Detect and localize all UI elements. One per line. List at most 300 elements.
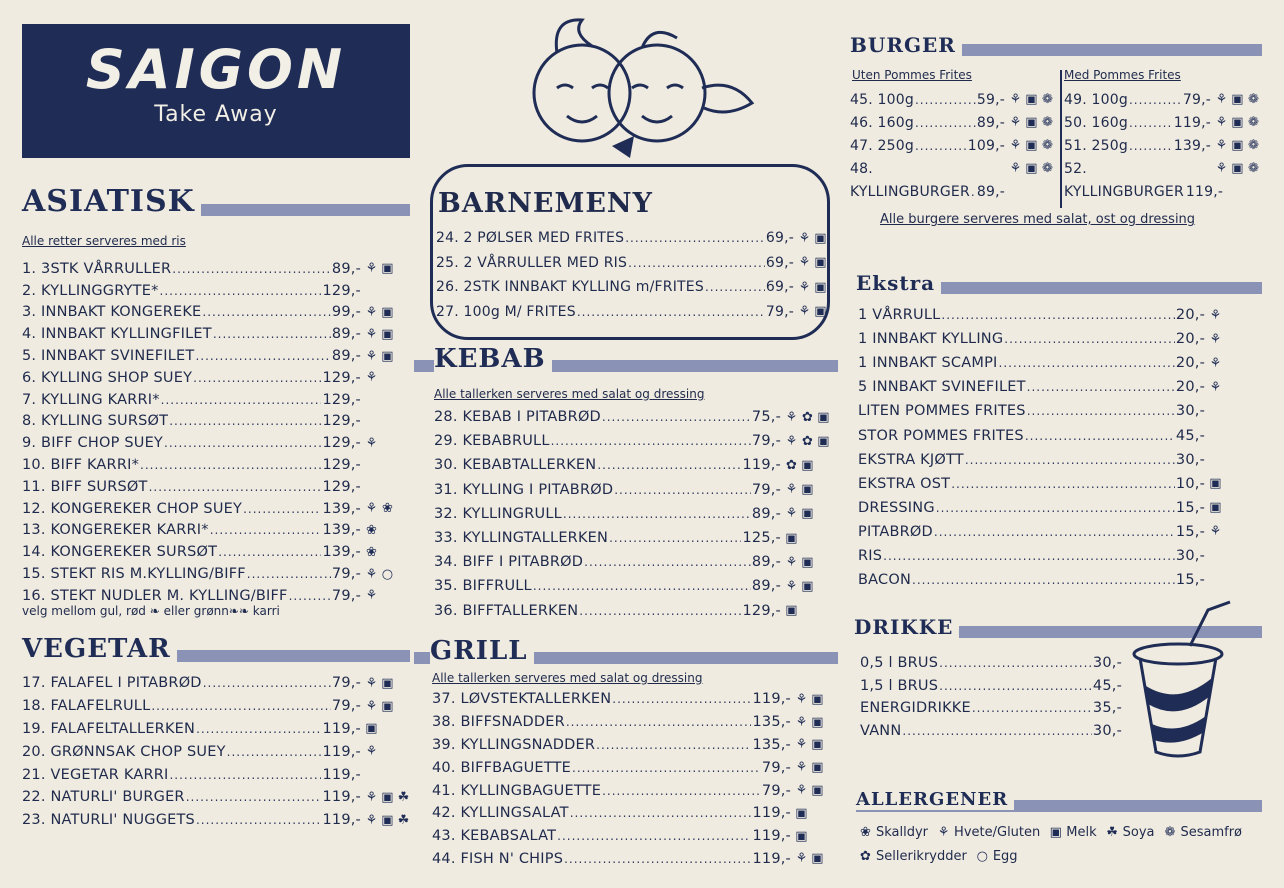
item-name: 1 VÅRRULL	[858, 307, 941, 324]
milk-icon: ▣	[1025, 161, 1038, 176]
menu-item	[22, 389, 412, 411]
kebab-list	[434, 405, 834, 623]
allergen-icons	[784, 434, 834, 449]
menu-item	[22, 520, 412, 542]
item-name: KYLLINGBURGER	[1064, 183, 1184, 200]
allergen-icons	[1208, 308, 1238, 323]
milk-icon: ▣	[811, 783, 824, 799]
item-price: 99,-	[331, 304, 361, 321]
menu-item	[434, 526, 834, 550]
dot-leader	[705, 280, 765, 294]
menu-item	[858, 520, 1238, 544]
item-price: 30,-	[1175, 403, 1205, 420]
dot-leader	[614, 483, 751, 497]
dot-leader	[1004, 332, 1175, 346]
item-name: 47. 250g	[850, 137, 914, 154]
wheat-icon: ⚘	[365, 789, 378, 805]
dot-leader	[196, 813, 322, 827]
wheat-icon: ⚘	[785, 409, 798, 425]
shellfish-icon: ❀	[365, 522, 378, 538]
menu-item	[860, 675, 1122, 698]
wheat-icon: ⚘	[365, 698, 378, 714]
milk-icon: ▣	[785, 603, 798, 619]
allergen-icons	[784, 506, 834, 521]
item-price: 30,-	[1175, 451, 1205, 468]
item-price: 79,-	[761, 782, 791, 799]
menu-item	[1064, 88, 1264, 111]
item-price: 119,-	[742, 457, 781, 474]
soy-icon: ☘	[397, 812, 410, 828]
dot-leader	[193, 371, 321, 385]
dot-leader	[628, 256, 765, 270]
dot-leader	[570, 806, 752, 820]
vegetar-header	[22, 634, 410, 664]
menu-item	[432, 756, 834, 779]
milk-icon: ▣	[1209, 500, 1222, 516]
wheat-icon: ⚘	[1209, 331, 1222, 347]
menu-item	[432, 734, 834, 757]
dot-leader	[602, 410, 751, 424]
milk-icon: ▣	[1231, 161, 1244, 176]
menu-item	[22, 740, 412, 763]
menu-item	[1064, 157, 1264, 180]
item-name: 13. KONGEREKER KARRI*	[22, 522, 209, 539]
dot-leader	[999, 356, 1175, 370]
item-name: 22. NATURLI' BURGER	[22, 789, 185, 806]
item-price: 89,-	[751, 578, 781, 595]
milk-icon: ▣	[1231, 115, 1244, 130]
dot-leader	[210, 523, 322, 537]
item-name: 1 INNBAKT KYLLING	[858, 331, 1004, 348]
menu-item	[434, 574, 834, 598]
allergen-icons	[1208, 356, 1238, 371]
menu-item	[1064, 111, 1264, 134]
dot-leader	[883, 549, 1175, 563]
item-price: 15,-	[1175, 572, 1205, 589]
milk-icon: ▣	[795, 805, 808, 821]
item-name: 5 INNBAKT SVINEFILET	[858, 379, 1026, 396]
dot-leader	[1129, 139, 1173, 153]
brand-tagline: Take Away	[154, 102, 278, 127]
milk-icon: ▣	[801, 506, 814, 522]
item-name: 26. 2STK INNBAKT KYLLING m/FRITES	[436, 279, 704, 296]
item-name: DRESSING	[858, 499, 935, 516]
item-name: 32. KYLLINGRULL	[434, 505, 562, 522]
item-name: LITEN POMMES FRITES	[858, 403, 1026, 420]
dot-leader	[609, 531, 741, 545]
allergen-icons	[797, 280, 828, 295]
item-name: STOR POMMES FRITES	[858, 427, 1024, 444]
item-name: 8. KYLLING SURSØT	[22, 413, 169, 430]
dot-leader	[227, 745, 322, 759]
allergen-icons	[364, 327, 412, 342]
legend-label: Hvete/Gluten	[954, 824, 1041, 840]
allergen-icons	[1208, 500, 1238, 515]
allergen-icons	[364, 545, 412, 560]
sesame-icon: ❁	[1041, 115, 1054, 130]
menu-item	[858, 448, 1238, 472]
ekstra-title: Ekstra	[856, 271, 941, 295]
dot-leader	[915, 93, 976, 107]
item-price: 79,-	[331, 566, 361, 583]
allergen-icons	[1214, 161, 1264, 176]
shellfish-icon: ❀	[365, 544, 378, 560]
dot-leader	[1027, 404, 1175, 418]
dot-leader	[902, 724, 1092, 738]
item-name: 24. 2 PØLSER MED FRITES	[436, 230, 625, 247]
item-name: 44. FISH N' CHIPS	[432, 850, 564, 867]
grill-title: GRILL	[430, 636, 534, 666]
item-price: 129,-	[322, 391, 361, 408]
dot-leader	[939, 656, 1092, 670]
item-price: 135,-	[752, 736, 791, 753]
milk-icon: ▣	[381, 675, 394, 691]
egg-icon: ○	[976, 848, 989, 864]
wheat-icon: ⚘	[785, 506, 798, 522]
celery-icon: ✿	[801, 409, 814, 425]
allergen-icons	[794, 783, 834, 798]
item-name: 34. BIFF I PITABRØD	[434, 554, 584, 571]
wheat-icon: ⚘	[365, 261, 378, 277]
legend-item	[975, 844, 1018, 868]
menu-item	[22, 541, 412, 563]
allergen-icons	[794, 760, 834, 775]
dot-leader	[566, 715, 752, 729]
dot-leader	[161, 393, 322, 407]
burger-note: Alle burgere serveres med salat, ost og dressing	[880, 212, 1196, 227]
wheat-icon: ⚘	[365, 566, 378, 582]
milk-icon: ▣	[365, 721, 378, 737]
milk-icon: ▣	[381, 812, 394, 828]
menu-item	[858, 351, 1238, 375]
wheat-icon: ⚘	[798, 304, 811, 320]
wheat-icon: ⚘	[365, 588, 378, 604]
item-name: 17. FALAFEL I PITABRØD	[22, 675, 202, 692]
wheat-icon: ⚘	[1009, 115, 1022, 130]
allergen-icons	[364, 588, 412, 603]
shellfish-icon: ❀	[381, 501, 394, 517]
milk-icon: ▣	[814, 279, 827, 295]
dot-leader	[289, 589, 331, 603]
legend-item	[858, 844, 967, 868]
milk-icon: ▣	[1025, 138, 1038, 153]
menu-item	[858, 568, 1238, 592]
ekstra-list	[858, 303, 1238, 592]
item-name: 1. 3STK VÅRRULLER	[22, 260, 172, 277]
allergen-icons	[364, 501, 412, 516]
item-name: 27. 100g M/ FRITES	[436, 303, 576, 320]
item-price: 79,-	[1182, 91, 1211, 108]
milk-icon: ▣	[381, 326, 394, 342]
menu-item	[22, 763, 412, 786]
allergen-icons	[794, 851, 834, 866]
item-name: 45. 100g	[850, 91, 914, 108]
wheat-icon: ⚘	[365, 501, 378, 517]
allergen-icons	[784, 410, 834, 425]
wheat-icon: ⚘	[365, 744, 378, 760]
drink-cup-illustration	[1130, 596, 1240, 762]
asiatisk-list	[22, 258, 412, 607]
item-price: 30,-	[1092, 722, 1122, 739]
allergener-header	[856, 789, 1262, 814]
dot-leader	[939, 679, 1092, 693]
allergen-icons	[364, 349, 412, 364]
dot-leader	[1129, 93, 1182, 107]
allergener-title: ALLERGENER	[856, 789, 1014, 810]
wheat-icon: ⚘	[795, 851, 808, 867]
item-name: 1,5 l BRUS	[860, 677, 939, 694]
burger-right-head: Med Pommes Frites	[1064, 68, 1181, 82]
menu-item	[22, 258, 412, 280]
dot-leader	[557, 829, 751, 843]
item-name: 37. LØVSTEKTALLERKEN	[432, 691, 612, 708]
menu-item	[22, 672, 412, 695]
menu-item	[850, 134, 1058, 157]
milk-icon: ▣	[801, 578, 814, 594]
item-price: 119,-	[752, 828, 791, 845]
item-price: 129,-	[322, 413, 361, 430]
soy-icon: ☘	[397, 789, 410, 805]
legend-label: Sellerikrydder	[876, 848, 967, 864]
item-price: 45,-	[1092, 677, 1122, 694]
item-price: 79,-	[331, 698, 361, 715]
item-price: 129,-	[322, 369, 361, 386]
allergen-legend	[858, 820, 1258, 868]
menu-item	[860, 720, 1122, 743]
allergen-icons	[364, 261, 412, 276]
ekstra-header	[856, 271, 1262, 296]
dot-leader	[915, 139, 967, 153]
allergen-icons	[1008, 161, 1058, 176]
item-price: 109,-	[967, 137, 1005, 154]
item-name: 52.	[1064, 160, 1087, 177]
dot-leader	[965, 453, 1175, 467]
menu-item	[432, 802, 834, 825]
dot-leader	[169, 414, 321, 428]
wheat-icon: ⚘	[795, 760, 808, 776]
menu-item	[434, 599, 834, 623]
allergen-icons	[1208, 380, 1238, 395]
dot-leader	[149, 480, 322, 494]
item-name: 51. 250g	[1064, 137, 1128, 154]
menu-item	[850, 111, 1058, 134]
milk-icon: ▣	[1209, 476, 1222, 492]
item-price: 139,-	[322, 500, 361, 517]
burger-left-head: Uten Pommes Frites	[852, 68, 972, 82]
wheat-icon: ⚘	[365, 304, 378, 320]
menu-item	[22, 345, 412, 367]
item-name: BACON	[858, 572, 911, 589]
dot-leader	[912, 573, 1175, 587]
sesame-icon: ❁	[1247, 161, 1260, 176]
dot-leader	[577, 305, 765, 319]
sesame-icon: ❁	[1247, 138, 1260, 153]
dot-leader	[551, 434, 751, 448]
menu-item	[434, 502, 834, 526]
allergen-icons	[1208, 476, 1238, 491]
legend-label: Skalldyr	[876, 824, 929, 840]
dot-leader	[936, 501, 1175, 515]
menu-item	[434, 453, 834, 477]
menu-item	[850, 180, 1058, 203]
dot-leader	[1129, 116, 1173, 130]
dot-leader	[596, 738, 751, 752]
dot-leader	[612, 692, 751, 706]
milk-icon: ▣	[785, 530, 798, 546]
dot-leader	[243, 502, 321, 516]
item-name: KYLLINGBURGER	[850, 183, 970, 200]
wheat-icon: ⚘	[785, 433, 798, 449]
wheat-icon: ⚘	[785, 578, 798, 594]
dot-leader	[563, 507, 751, 521]
allergen-icons	[794, 806, 834, 821]
item-name: 33. KYLLINGTALLERKEN	[434, 530, 609, 547]
allergen-icons	[364, 721, 412, 736]
grill-list	[432, 688, 834, 870]
item-price: 119,-	[322, 743, 361, 760]
sesame-icon: ❁	[1164, 824, 1176, 840]
item-price: 69,-	[765, 254, 794, 271]
dot-leader	[247, 567, 331, 581]
wheat-icon: ⚘	[365, 348, 378, 364]
menu-item	[860, 697, 1122, 720]
item-price: 15,-	[1175, 499, 1205, 516]
item-name: 1 INNBAKT SCAMPI	[858, 355, 998, 372]
vegetar-title: VEGETAR	[22, 634, 177, 664]
menu-item	[858, 375, 1238, 399]
wheat-icon: ⚘	[795, 714, 808, 730]
milk-icon: ▣	[814, 230, 827, 246]
item-name: 12. KONGEREKER CHOP SUEY	[22, 500, 243, 517]
wheat-icon: ⚘	[795, 691, 808, 707]
milk-icon: ▣	[381, 789, 394, 805]
wheat-icon: ⚘	[785, 554, 798, 570]
allergen-icons	[784, 531, 834, 546]
item-price: 119,-	[752, 850, 791, 867]
legend-item	[1048, 820, 1096, 844]
allergen-icons	[784, 603, 834, 618]
allergen-icons	[1214, 138, 1264, 153]
milk-icon: ▣	[801, 457, 814, 473]
item-price: 129,-	[322, 282, 361, 299]
allergen-icons	[1208, 332, 1238, 347]
dot-leader	[202, 305, 330, 319]
allergen-icons	[784, 555, 834, 570]
wheat-icon: ⚘	[1215, 161, 1228, 176]
allergen-icons	[1208, 524, 1238, 539]
menu-item	[22, 476, 412, 498]
item-price: 89,-	[751, 505, 781, 522]
item-price: 119,-	[322, 766, 361, 783]
asiatisk-note: Alle retter serveres med ris	[22, 234, 186, 248]
item-name: 2. KYLLINGGRYTE*	[22, 282, 159, 299]
wheat-icon: ⚘	[1009, 138, 1022, 153]
item-price: 20,-	[1175, 355, 1205, 372]
wheat-icon: ⚘	[365, 812, 378, 828]
item-price: 59,-	[976, 91, 1005, 108]
burger-title: BURGER	[850, 33, 962, 57]
item-name: RIS	[858, 547, 883, 564]
dot-leader	[1025, 429, 1175, 443]
allergen-icons	[794, 692, 834, 707]
milk-icon: ▣	[795, 828, 808, 844]
item-price: 79,-	[751, 481, 781, 498]
item-price: 79,-	[331, 675, 361, 692]
brand-name: SAIGON	[85, 38, 347, 101]
milk-icon: ▣	[1049, 824, 1062, 840]
item-name: 48.	[850, 160, 873, 177]
wheat-icon: ⚘	[798, 230, 811, 246]
milk-icon: ▣	[381, 698, 394, 714]
milk-icon: ▣	[814, 304, 827, 320]
wheat-icon: ⚘	[365, 370, 378, 386]
allergen-icons	[784, 458, 834, 473]
menu-item	[432, 848, 834, 871]
item-name: 5. INNBAKT SVINEFILET	[22, 348, 195, 365]
menu-item	[22, 718, 412, 741]
milk-icon: ▣	[381, 304, 394, 320]
milk-icon: ▣	[817, 409, 830, 425]
item-price: 119,-	[322, 789, 361, 806]
menu-item	[22, 411, 412, 433]
item-price: 10,-	[1175, 475, 1205, 492]
kids-illustration	[512, 8, 762, 158]
barnemeny-list	[436, 226, 828, 324]
milk-icon: ▣	[381, 261, 394, 277]
menu-item	[436, 251, 828, 276]
item-price: 45,-	[1175, 427, 1205, 444]
item-name: 14. KONGEREKER SURSØT	[22, 544, 218, 561]
dot-leader	[934, 525, 1175, 539]
allergen-icons	[364, 436, 412, 451]
wheat-icon: ⚘	[1209, 355, 1222, 371]
sesame-icon: ❁	[1041, 138, 1054, 153]
burger-divider	[1060, 70, 1062, 208]
item-price: 89,-	[976, 114, 1005, 131]
item-name: 36. BIFFTALLERKEN	[434, 602, 579, 619]
allergen-icons	[364, 523, 412, 538]
menu-item	[22, 695, 412, 718]
legend-item	[1162, 820, 1242, 844]
menu-item	[434, 405, 834, 429]
item-price: 129,-	[742, 602, 781, 619]
milk-icon: ▣	[811, 737, 824, 753]
item-name: 42. KYLLINGSALAT	[432, 805, 569, 822]
item-price: 30,-	[1175, 547, 1205, 564]
wheat-icon: ⚘	[798, 255, 811, 271]
menu-item	[850, 157, 1058, 180]
wheat-icon: ⚘	[798, 279, 811, 295]
menu-item	[22, 302, 412, 324]
dot-leader	[196, 722, 321, 736]
item-price: 125,-	[742, 530, 781, 547]
kebab-title: KEBAB	[434, 344, 552, 374]
item-name: 15. STEKT RIS M.KYLLING/BIFF	[22, 566, 246, 583]
item-name: 50. 160g	[1064, 114, 1128, 131]
item-price: 129,-	[322, 435, 361, 452]
allergen-icons	[1214, 92, 1264, 107]
item-name: 19. FALAFELTALLERKEN	[22, 720, 196, 737]
celery-icon: ✿	[801, 433, 814, 449]
soy-icon: ☘	[1106, 824, 1118, 840]
item-price: 119,-	[1185, 183, 1224, 200]
item-name: 3. INNBAKT KONGEREKE	[22, 304, 202, 321]
item-name: 38. BIFFSNADDER	[432, 714, 565, 731]
dot-leader	[951, 477, 1175, 491]
wheat-icon: ⚘	[1209, 524, 1222, 540]
dot-leader	[597, 458, 741, 472]
allergen-icons	[1214, 115, 1264, 130]
